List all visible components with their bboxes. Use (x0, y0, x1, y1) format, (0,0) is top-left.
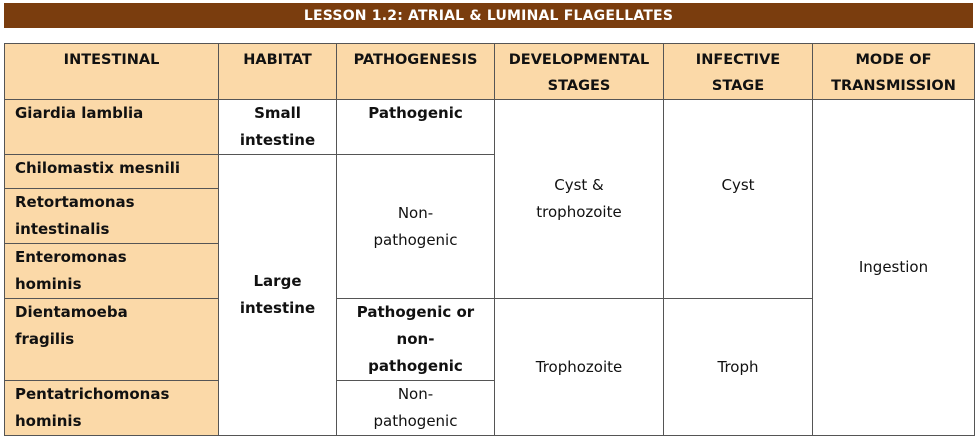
table-row (5, 100, 975, 155)
header-developmental-stages: DEVELOPMENTAL STAGES (495, 44, 664, 100)
header-row (5, 44, 975, 100)
organism-chilomastix: Chilomastix mesnili (5, 155, 219, 189)
stage-trophozoite: Trophozoite (495, 299, 664, 436)
organism-giardia: Giardia lamblia (5, 100, 219, 155)
flagellates-table (4, 43, 975, 436)
pathogenesis-non-pathogenic: Non- pathogenic (337, 155, 495, 299)
stage-cyst-trophozoite: Cyst & trophozoite (495, 100, 664, 299)
header-pathogenesis: PATHOGENESIS (337, 44, 495, 100)
infective-troph: Troph (664, 299, 813, 436)
lesson-title: LESSON 1.2: ATRIAL & LUMINAL FLAGELLATES (4, 3, 973, 28)
pathogenesis-pathogenic: Pathogenic (337, 100, 495, 155)
header-infective-stage: INFECTIVE STAGE (664, 44, 813, 100)
organism-dientamoeba: Dientamoeba fragilis (5, 299, 219, 381)
header-mode-of-transmission: MODE OF TRANSMISSION (813, 44, 975, 100)
habitat-large-intestine: Large intestine (219, 155, 337, 436)
infective-cyst: Cyst (664, 100, 813, 299)
organism-pentatrichomonas: Pentatrichomonas hominis (5, 381, 219, 436)
header-habitat: HABITAT (219, 44, 337, 100)
header-intestinal: INTESTINAL (5, 44, 219, 100)
pathogenesis-pathogenic-or-non: Pathogenic or non- pathogenic (337, 299, 495, 381)
transmission-ingestion: Ingestion (813, 100, 975, 436)
habitat-small-intestine: Small intestine (219, 100, 337, 155)
organism-enteromonas: Enteromonas hominis (5, 244, 219, 299)
pathogenesis-non-pathogenic-2: Non- pathogenic (337, 381, 495, 436)
organism-retortamonas: Retortamonas intestinalis (5, 189, 219, 244)
